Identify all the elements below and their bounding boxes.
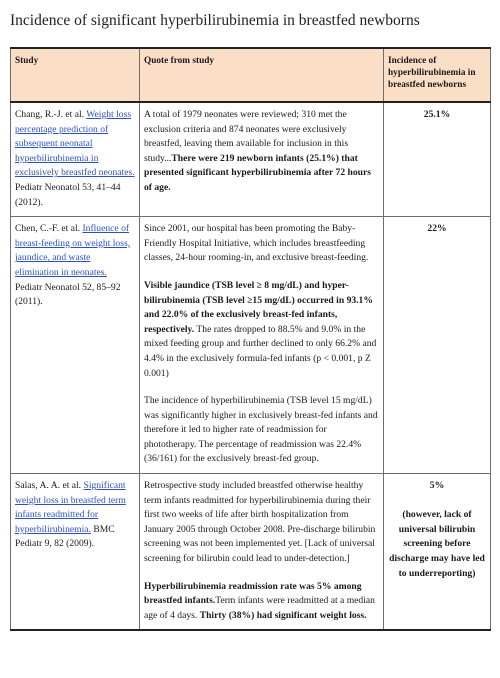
study-link[interactable]: Significant weight loss in breastfed term infants readmitted for hyperbilirubinemia. <box>15 480 126 535</box>
header-study: Study <box>11 48 140 102</box>
incidence-cell <box>384 217 491 474</box>
quote-text-bold: Visible jaundice (TSB level ≥ 8 mg/dL) and hyper-bilirubinemia (TSB level ≥15 mg/dL) occurred in 93.1% and 22.0% of the exclusively breast-fed infants, respectively. <box>144 279 373 335</box>
study-cell <box>11 217 140 474</box>
quote-text: Retrospective study included breastfed otherwise healthy term infants readmitted for hyperbilirubinemia during their first two weeks of life after birth hospitalization from January 2005 through October 2008. Pre-discharge bilirubin screening was not been implemented yet. [Lack of universal screening for bilirubin could lead to under-detection.] <box>144 480 376 565</box>
study-link[interactable]: Weight loss percentage prediction of subsequent neonatal hyperbilirubinemia in exclusively breastfed neonates. <box>15 109 135 179</box>
incidence-cell <box>384 474 491 631</box>
incidence-note: (however, lack of universal bilirubin screening before discharge may have led to underreporting) <box>389 509 485 579</box>
page-title: Incidence of significant hyperbilirubinemia in breastfed newborns <box>10 12 420 29</box>
header-quote: Quote from study <box>140 48 384 102</box>
incidence-value: 22% <box>427 223 447 235</box>
quote-cell <box>140 474 384 631</box>
quote-paragraph <box>144 394 379 467</box>
quote-paragraph <box>144 580 379 624</box>
quote-text: A total of 1979 neonates were reviewed; 310 met the exclusion criteria and 874 neonates were exclusively breastfed, leaving them available for inclusion in this study... <box>144 109 349 164</box>
study-author: Chen, C.-F. et al. <box>15 223 83 235</box>
table-header-row <box>11 48 491 102</box>
quote-text: The incidence of hyperbilirubinemia (TSB level 15 mg/dL) was significantly higher in exclusively breast-fed infants and therefore it led to higher rate of readmission for phototherapy. The percentage of readmission was 22.4% (36/161) for the exclusively breast-fed group. <box>144 395 378 465</box>
quote-text-bold: Thirty (38%) had significant weight loss. <box>199 609 367 621</box>
quote-cell <box>140 102 384 217</box>
quote-text: Term infants were readmitted at a median age of 4 days. <box>144 595 375 621</box>
study-link[interactable]: Influence of breast-feeding on weight loss, jaundice, and waste elimination in neonates. <box>15 223 131 278</box>
quote-paragraph <box>144 279 379 381</box>
quote-text-bold: There were 219 newborn infants (25.1%) that presented significant hyperbilirubinemia after 72 hours of age. <box>144 152 371 193</box>
incidence-value: 5% <box>429 480 445 492</box>
quote-text-bold: Hyperbilirubinemia readmission rate was 5% among breastfed infants. <box>144 580 362 607</box>
incidence-value: 25.1% <box>423 109 451 120</box>
table-row <box>11 217 491 474</box>
quote-cell <box>140 217 384 474</box>
incidence-table <box>10 47 491 631</box>
study-cell <box>11 474 140 631</box>
study-cell <box>11 102 140 217</box>
quote-paragraph <box>144 222 379 266</box>
table-row <box>11 102 491 217</box>
study-author: Salas, A. A. et al. <box>15 480 84 492</box>
incidence-cell <box>384 102 491 217</box>
study-citation: Pediatr Neonatol 53, 41–44 (2012). <box>15 181 121 208</box>
quote-text: The rates dropped to 88.5% and 9.0% in the mixed feeding group and further declined to only 66.2% and 4.4% in the exclusively formula-fed infants (p < 0.001, p Z 0.001) <box>144 323 377 379</box>
study-citation: BMC Pediatr 9, 82 (2009). <box>15 523 115 550</box>
quote-text: Since 2001, our hospital has been promoting the Baby-Friendly Hospital Initiative, which includes breastfeeding classes, 24-hour rooming-in, and exclusive breast-feeding. <box>144 223 369 264</box>
study-citation: Pediatr Neonatol 52, 85–92 (2011). <box>15 281 121 308</box>
quote-paragraph <box>144 479 379 567</box>
header-incidence: Incidence of hyperbilirubinemia in breastfed newborns <box>384 48 491 102</box>
table-row <box>11 474 491 631</box>
study-author: Chang, R.-J. et al. <box>15 109 87 120</box>
quote-paragraph <box>144 108 379 196</box>
